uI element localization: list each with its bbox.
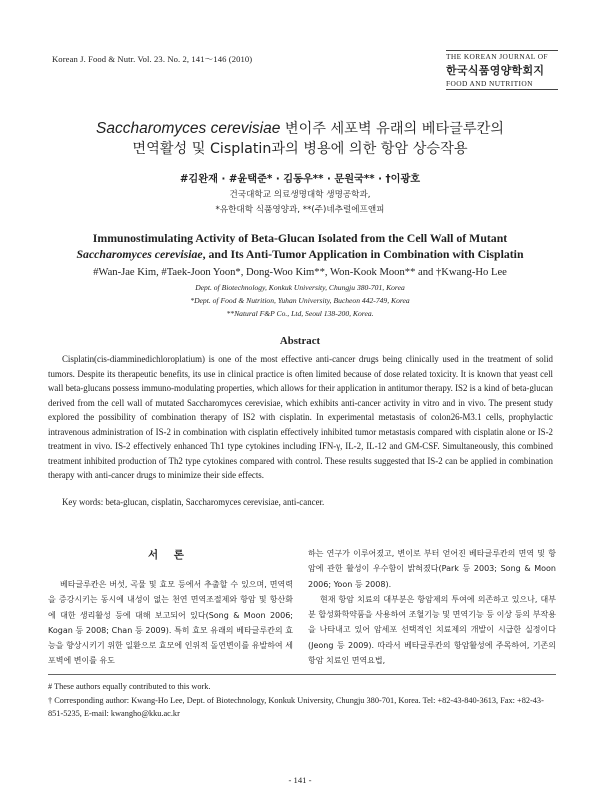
body-left-column (48, 577, 293, 669)
body-paragraph-right-2: 현재 항암 치료의 대부분은 항암제의 투여에 의존하고 있으나, 대부분 합성화학약품을 사용하여 조혈기능 및 면역기능 등 이상 등의 부작용을 나타내고 있어 암세포 선택적인 치료제의 개발이 시급한 실정이다(Jeong 등 2009). 따라서 베타글루칸의 항암활성에 주목하여, 기존의 항암 치료인 면역요법, (308, 594, 556, 666)
affiliation-en-3: **Natural F&P Co., Ltd, Seoul 138-200, Korea. (226, 309, 374, 318)
keywords: Key words: beta-glucan, cisplatin, Saccharomyces cerevisiae, anti-cancer. (62, 497, 325, 507)
authors-en: #Wan-Jae Kim, #Taek-Joon Yoon*, Dong-Woo Kim**, Won-Kook Moon** and †Kwang-Ho Lee (93, 267, 507, 278)
footnote-divider (48, 674, 556, 675)
title-kr-line1-rest: 변이주 세포벽 유래의 베타글루칸의 (280, 121, 504, 137)
title-en-line2-rest: , and Its Anti-Tumor Application in Combination with Cisplatin (202, 247, 524, 261)
abstract-heading: Abstract (279, 335, 321, 347)
title-kr-line1 (0, 118, 600, 138)
authors-kr: #김완재 · #윤택준* · 김동우** · 문원국** · †이광호 (179, 174, 421, 185)
abstract-text: Cisplatin(cis-diamminedichloroplatium) is one of the most effective anti-cancer drugs being clinically used in the treatment of solid tumors. Despite its therapeutic benefits, its use in clinical practice is often limited because of dose related toxicity. It is known that yeast cell wall beta-glucans possess immuno-modulating properties, which allows for their application in antitumor therapy. IS2 is a kind of beta-glucan derived from the cell wall of mutated Saccharomyces cerevisiae, which exhibits anti-cancer activity in vitro and in vivo. The present study explored the possibility of combination therapy of IS2 with cisplatin. In experimental metastasis of colon26-M3.1 cells, prophylactic intravenous administration of IS-2 in combination with cisplatin effectively inhibited tumor metastasis compared with cisplatin alone or IS-2 treatment in vivo. IS-2 effectively enhanced Th1 type cytokines including IFN-γ, IL-2, IL-12 and GM-CSF. Simultaneously, this combined treatment inhibited production of Th2 type cytokines compared with control. These results suggested that IS-2 can be applied in combination therapy with anti-cancer drugs to minimize their side effects. (48, 354, 553, 481)
journal-masthead (446, 49, 558, 91)
affiliation-en-2: *Dept. of Food & Nutrition, Yuhan University, Bucheon 442-749, Korea (190, 296, 410, 305)
journal-citation: Korean J. Food & Nutr. Vol. 23. No. 2, 141～146 (2010) (52, 54, 253, 64)
body-paragraph-right-1: 하는 연구가 이루어졌고, 변이로 부터 얻어진 베타글루칸의 면역 및 항암에 관한 활성이 우수함이 밝혀졌다(Park 등 2003; Song & Moon 2006; Yoon 등 2008). (308, 549, 556, 589)
journal-name-kr: 한국식품영양학회지 (446, 64, 545, 77)
footnote-equal-contribution: # These authors equally contributed to this work. (48, 682, 211, 691)
body-paragraph-left: 베타글루칸은 버섯, 곡물 및 효모 등에서 추출할 수 있으며, 면역력을 증강시키는 동시에 내성이 없는 천연 면역조절제와 항암 및 항산화에 대한 생리활성 등에 대해 보고되어 있다(Song & Moon 2006; Kogan 등 2008; Chan 등 2009). 특히 효모 유래의 베타글루칸의 효능을 향상시키기 위한 일환으로 효모에 인위적 돌연변이를 유발하여 세포벽에 변이를 유도 (48, 580, 293, 666)
title-kr-line2: 면역활성 및 Cisplatin과의 병용에 의한 항암 상승작용 (132, 141, 468, 157)
affiliation-en-1: Dept. of Biotechnology, Konkuk University, Chungju 380-701, Korea (195, 283, 405, 292)
page-number: - 141 - (288, 775, 312, 785)
affiliation-kr-2: *유한대학 식품영양과, **(주)네추럴에프앤피 (215, 205, 385, 215)
title-en-species: Saccharomyces cerevisiae (76, 247, 203, 261)
title-en-line1: Immunostimulating Activity of Beta-Glucan Isolated from the Cell Wall of Mutant (92, 231, 508, 245)
title-kr-species: Saccharomyces cerevisiae (96, 120, 281, 137)
affiliation-kr-1: 건국대학교 의료생명대학 생명공학과, (229, 190, 371, 200)
footnote-corresponding-author: † Corresponding author: Kwang-Ho Lee, Dept. of Biotechnology, Konkuk University, Chungju 380-701, Korea. Tel: +82-43-840-3613, Fax: +82-43-851-5235, E-mail: kwangho@kku.ac.kr (48, 696, 544, 718)
journal-name-en-line2: FOOD AND NUTRITION (446, 79, 533, 88)
journal-name-en-line1: THE KOREAN JOURNAL OF (446, 52, 548, 61)
title-en (0, 230, 600, 262)
section-heading-introduction: 서 론 (148, 549, 190, 561)
title-en-line2 (0, 246, 600, 262)
body-right-column (308, 546, 556, 668)
